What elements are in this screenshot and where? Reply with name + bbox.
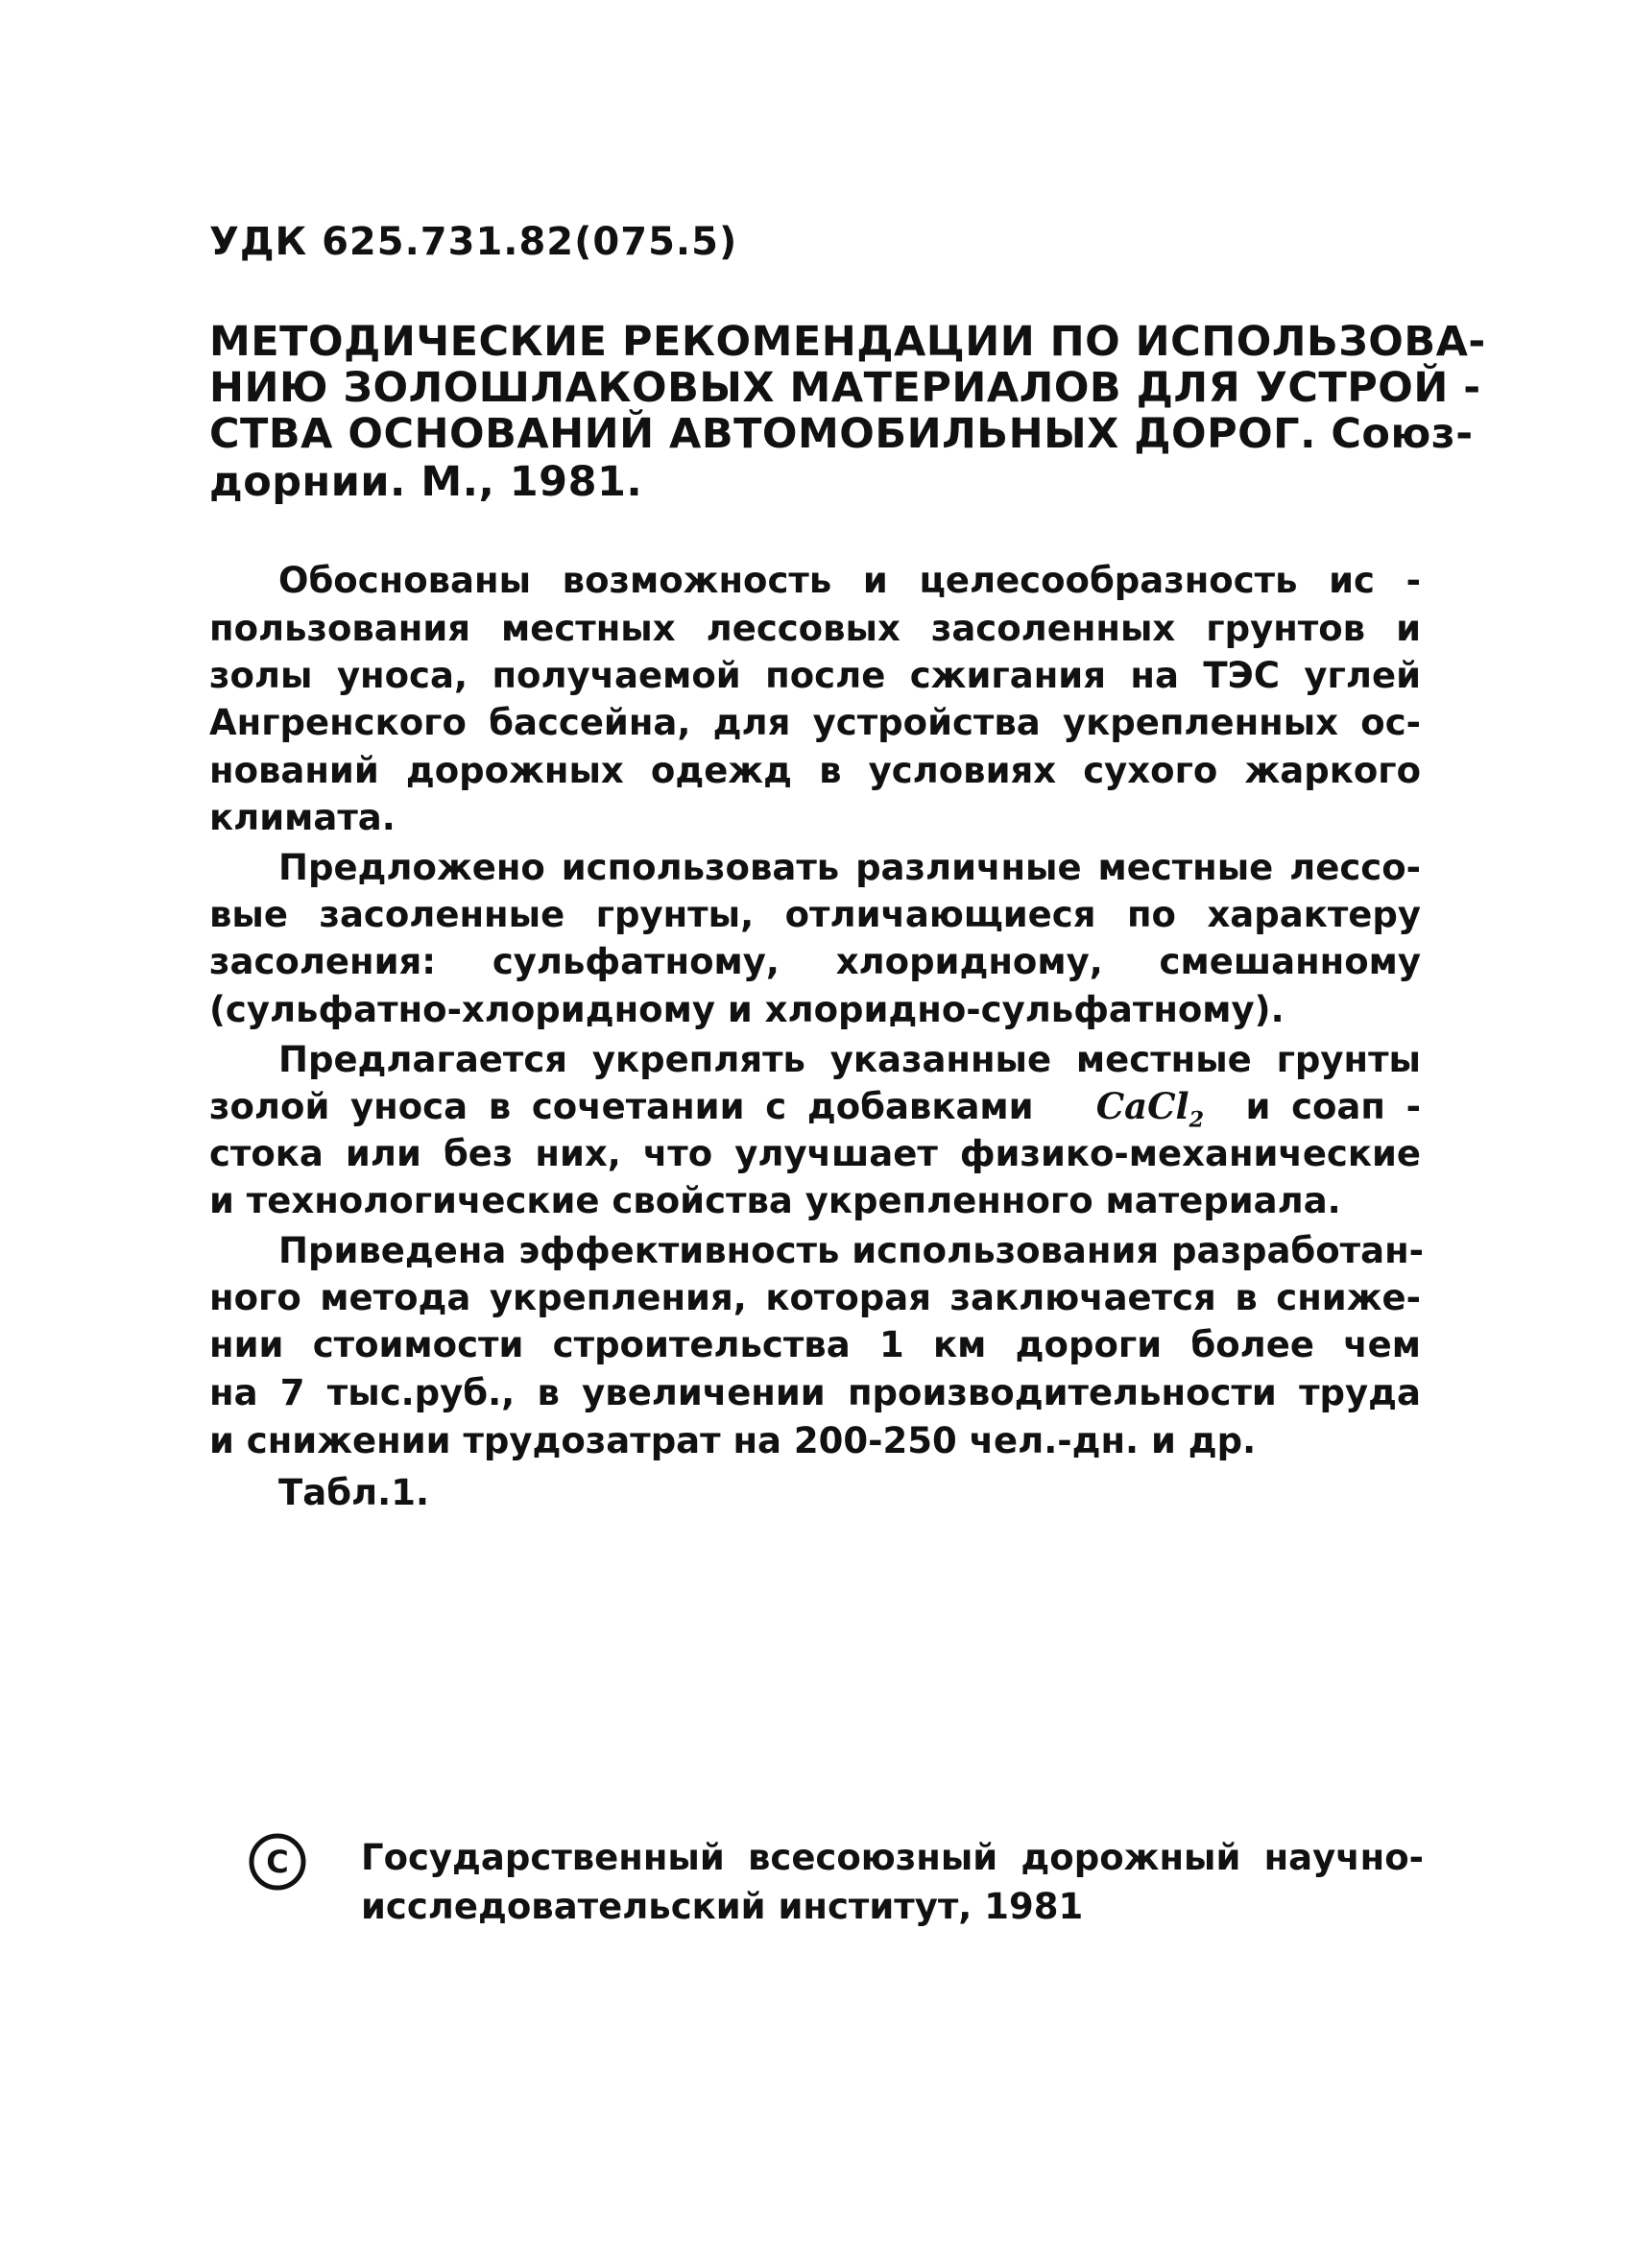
copyright-icon — [248, 1832, 307, 1892]
abstract-p4-line-3: нии стоимости строительства 1 км дороги более чем — [209, 1324, 1421, 1365]
abstract-p2-line-2: вые засоленные грунты, отличающиеся по характеру — [209, 894, 1421, 935]
abstract-p4-line-2: ного метода укрепления, которая заключается в сниже- — [209, 1277, 1421, 1318]
cacl2-formula-subscript: 2 — [1189, 1107, 1205, 1133]
imprint-line-1: Государственный всесоюзный дорожный научно- — [361, 1837, 1424, 1878]
abstract-p4-line-1: Приведена эффективность использования разработан- — [278, 1230, 1425, 1271]
abstract-p3-line-2-start: золой уноса в сочетании с добавками — [209, 1086, 1034, 1127]
title-line-4: дорнии. М., 1981. — [209, 458, 643, 506]
abstract-p2-line-1: Предложено использовать различные местные лессо- — [278, 847, 1421, 888]
abstract-p1-line-5: нований дорожных одежд в условиях сухого жаркого — [209, 750, 1421, 791]
udc-code: УДК 625.731.82(075.5) — [209, 220, 738, 264]
abstract-p1-line-1: Обоснованы возможность и целесообразность ис - — [278, 560, 1421, 601]
title-line-1: МЕТОДИЧЕСКИЕ РЕКОМЕНДАЦИИ ПО ИСПОЛЬЗОВА- — [209, 318, 1486, 366]
abstract-p1-line-6: климата. — [209, 797, 396, 838]
abstract-p2-line-4: (сульфатно-хлоридному и хлоридно-сульфатному). — [209, 989, 1285, 1030]
abstract-p1-line-4: Ангренского бассейна, для устройства укрепленных ос- — [209, 702, 1421, 743]
cacl2-formula — [1095, 1085, 1205, 1133]
copyright-symbol-letter: C — [266, 1844, 289, 1880]
tables-note: Табл.1. — [278, 1472, 429, 1513]
abstract-p2-line-3: засоления: сульфатному, хлоридному, смешанному — [209, 941, 1421, 982]
abstract-p4-line-4: на 7 тыс.руб., в увеличении производительности труда — [209, 1372, 1421, 1413]
imprint-line-2: исследовательский институт, 1981 — [361, 1886, 1084, 1927]
abstract-p3-line-2-end: и соап - — [1245, 1086, 1422, 1127]
title-line-2: НИЮ ЗОЛОШЛАКОВЫХ МАТЕРИАЛОВ ДЛЯ УСТРОЙ - — [209, 364, 1481, 412]
abstract-p3-line-3: стока или без них, что улучшает физико-механические — [209, 1133, 1421, 1174]
cacl2-formula-base: CaCl — [1095, 1085, 1189, 1127]
abstract-p3-line-2 — [209, 1085, 1422, 1133]
abstract-p1-line-3: золы уноса, получаемой после сжигания на ТЭС углей — [209, 655, 1421, 696]
abstract-p4-line-5: и снижении трудозатрат на 200-250 чел.-дн. и др. — [209, 1420, 1257, 1461]
abstract-p3-line-4: и технологические свойства укрепленного материала. — [209, 1180, 1341, 1221]
title-line-3: СТВА ОСНОВАНИЙ АВТОМОБИЛЬНЫХ ДОРОГ. Союз- — [209, 410, 1474, 458]
abstract-p1-line-2: пользования местных лессовых засоленных грунтов и — [209, 608, 1421, 649]
abstract-p3-line-1: Предлагается укреплять указанные местные грунты — [278, 1039, 1421, 1080]
